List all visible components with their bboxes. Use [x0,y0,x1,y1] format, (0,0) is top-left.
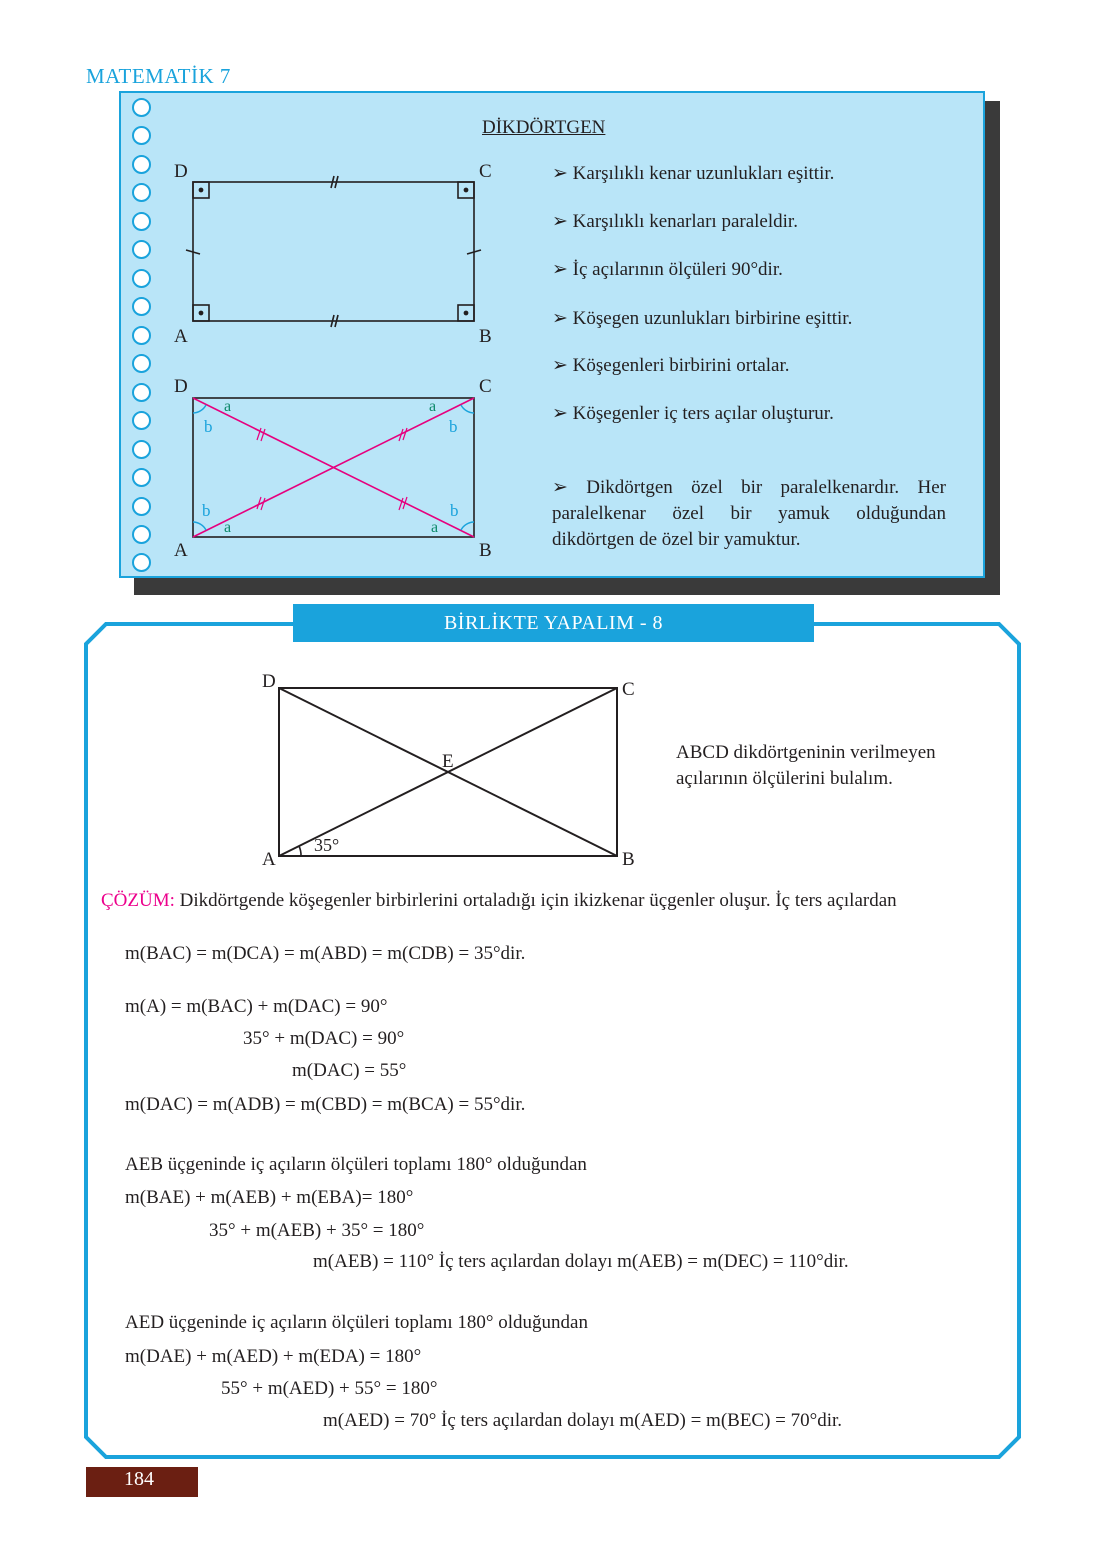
property-item: ➢ Karşılıklı kenarları paraleldir. [552,211,798,232]
fig2-angle-a: a [431,519,439,536]
solution-line: 35° + m(DAC) = 90° [243,1028,405,1049]
example-label-b: B [622,849,635,870]
fig2-angle-b: b [449,417,458,436]
book-header: MATEMATİK 7 [86,64,231,88]
example-angle-label: 35° [314,835,340,855]
example-label-c: C [622,679,635,700]
property-item: ➢ Köşegenler iç ters açılar oluşturur. [552,403,834,424]
example-label-d: D [262,671,276,692]
solution-line: 55° + m(AED) + 55° = 180° [221,1378,438,1399]
solution-intro-text: Dikdörtgende köşegenler birbirlerini ortaladığı için ikizkenar üçgenler oluşur. İç ters açılardan [174,890,897,911]
property-item: ➢ Karşılıklı kenar uzunlukları eşittir. [552,163,835,184]
property-item: ➢ Köşegen uzunlukları birbirine eşittir. [552,308,853,329]
example-label-e: E [442,751,454,772]
example-label-a: A [262,849,276,870]
fig1-label-a: A [174,326,188,347]
fig2-angle-b: b [202,501,211,520]
solution-line: 35° + m(AEB) + 35° = 180° [209,1220,425,1241]
fig1-label-b: B [479,326,492,347]
solution-line: m(BAE) + m(AEB) + m(EBA)= 180° [125,1187,414,1208]
property-item: ➢ Köşegenleri birbirini ortalar. [552,355,790,376]
solution-line: m(A) = m(BAC) + m(DAC) = 90° [125,996,388,1017]
fig2-angle-a: a [224,519,232,536]
fig2-label-b: B [479,540,492,561]
solution-line: AED üçgeninde iç açıların ölçüleri toplamı 180° olduğundan [125,1312,588,1333]
fig2-label-c: C [479,376,492,397]
fig2-label-a: A [174,540,188,561]
fig2-angle-a: a [429,398,437,415]
fig1-label-c: C [479,161,492,182]
solution-line: m(DAC) = m(ADB) = m(CBD) = m(BCA) = 55°dir. [125,1094,526,1115]
solution-line: m(AEB) = 110° İç ters açılardan dolayı m(AEB) = m(DEC) = 110°dir. [313,1251,849,1272]
property-item: ➢ İç açılarının ölçüleri 90°dir. [552,259,783,280]
solution-label: ÇÖZÜM: [101,890,175,911]
solution-line: m(BAC) = m(DCA) = m(ABD) = m(CDB) = 35°dir. [125,943,526,964]
solution-line: m(DAC) = 55° [292,1060,407,1081]
example-banner: BİRLİKTE YAPALIM - 8 [293,604,814,642]
page-number: 184 [124,1468,154,1490]
example-question: ABCD dikdörtgeninin verilmeyen açılarının ölçülerini bulalım. [676,742,936,789]
fig2-angle-b: b [204,417,213,436]
fig2-angle-a: a [224,398,232,415]
solution-line: m(AED) = 70° İç ters açılardan dolayı m(AED) = m(BEC) = 70°dir. [323,1410,843,1431]
fig1-label-d: D [174,161,188,182]
fig2-label-d: D [174,376,188,397]
fig2-angle-b: b [450,501,459,520]
solution-line: AEB üçgeninde iç açıların ölçüleri toplamı 180° olduğundan [125,1154,587,1175]
card-title: DİKDÖRTGEN [482,117,606,138]
solution-line: m(DAE) + m(AED) + m(EDA) = 180° [125,1346,422,1367]
solution-intro [101,888,897,914]
property-note: ➢ Dikdörtgen özel bir paralelkenardır. Her paralelkenar özel bir yamuk olduğundan dikdörtgen de özel bir yamuktur. [552,477,946,550]
